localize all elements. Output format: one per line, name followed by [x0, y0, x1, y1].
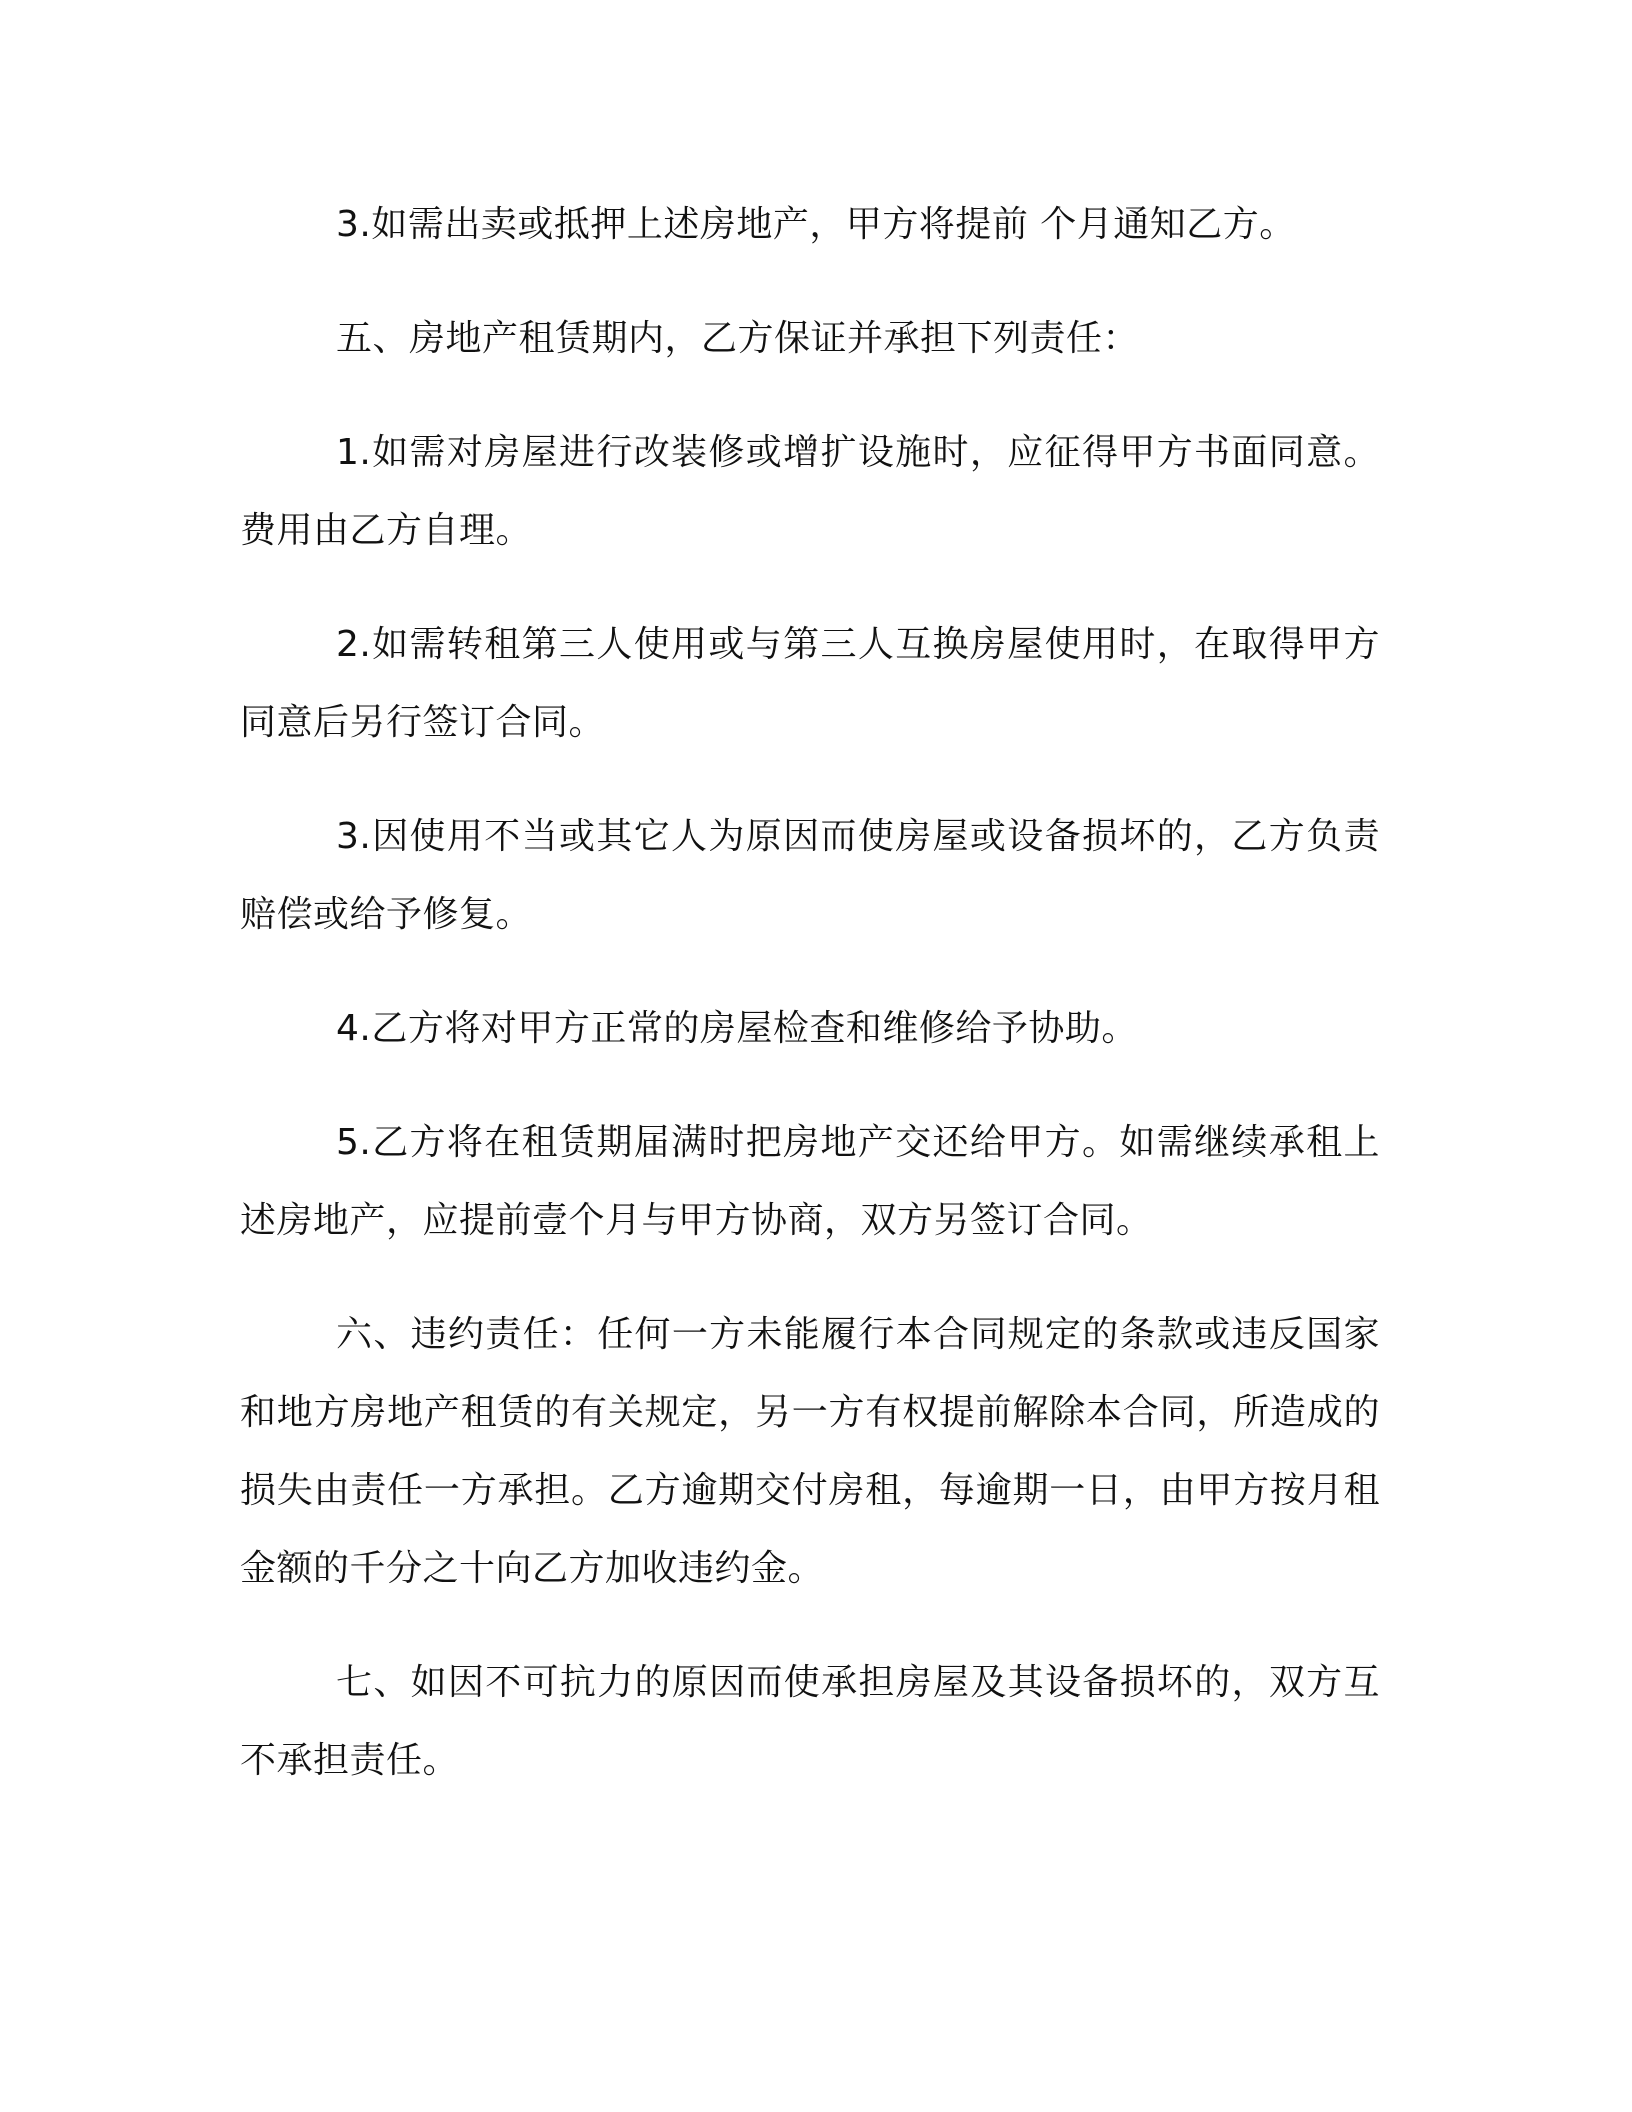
paragraph-inspection-assistance: 4.乙方将对甲方正常的房屋检查和维修给予协助。	[336, 1008, 1138, 1049]
paragraph-sale-mortgage-notice: 3.如需出卖或抵押上述房地产，甲方将提前 个月通知乙方。	[336, 204, 1296, 245]
paragraph-sublet: 2.如需转租第三人使用或与第三人互换房屋使用时，在取得甲方同意后另行签订合同。	[240, 624, 1380, 743]
paragraph-lease-expiry: 5.乙方将在租赁期届满时把房地产交还给甲方。如需继续承租上述房地产，应提前壹个月与甲方协商，双方另签订合同。	[240, 1122, 1380, 1241]
paragraph-damage-compensation: 3.因使用不当或其它人为原因而使房屋或设备损坏的，乙方负责赔偿或给予修复。	[240, 816, 1380, 935]
paragraph-renovation-consent: 1.如需对房屋进行改装修或增扩设施时，应征得甲方书面同意。费用由乙方自理。	[240, 432, 1380, 551]
paragraph-section-six-liability: 六、违约责任：任何一方未能履行本合同规定的条款或违反国家和地方房地产租赁的有关规定，另一方有权提前解除本合同，所造成的损失由责任一方承担。乙方逾期交付房租，每逾期一日，由甲方按月租金额的千分之十向乙方加收违约金。	[240, 1314, 1380, 1589]
paragraph-section-five-heading: 五、房地产租赁期内，乙方保证并承担下列责任：	[336, 318, 1140, 359]
document-body	[240, 186, 1380, 1836]
paragraph-section-seven-force-majeure: 七、如因不可抗力的原因而使承担房屋及其设备损坏的，双方互不承担责任。	[240, 1662, 1380, 1781]
